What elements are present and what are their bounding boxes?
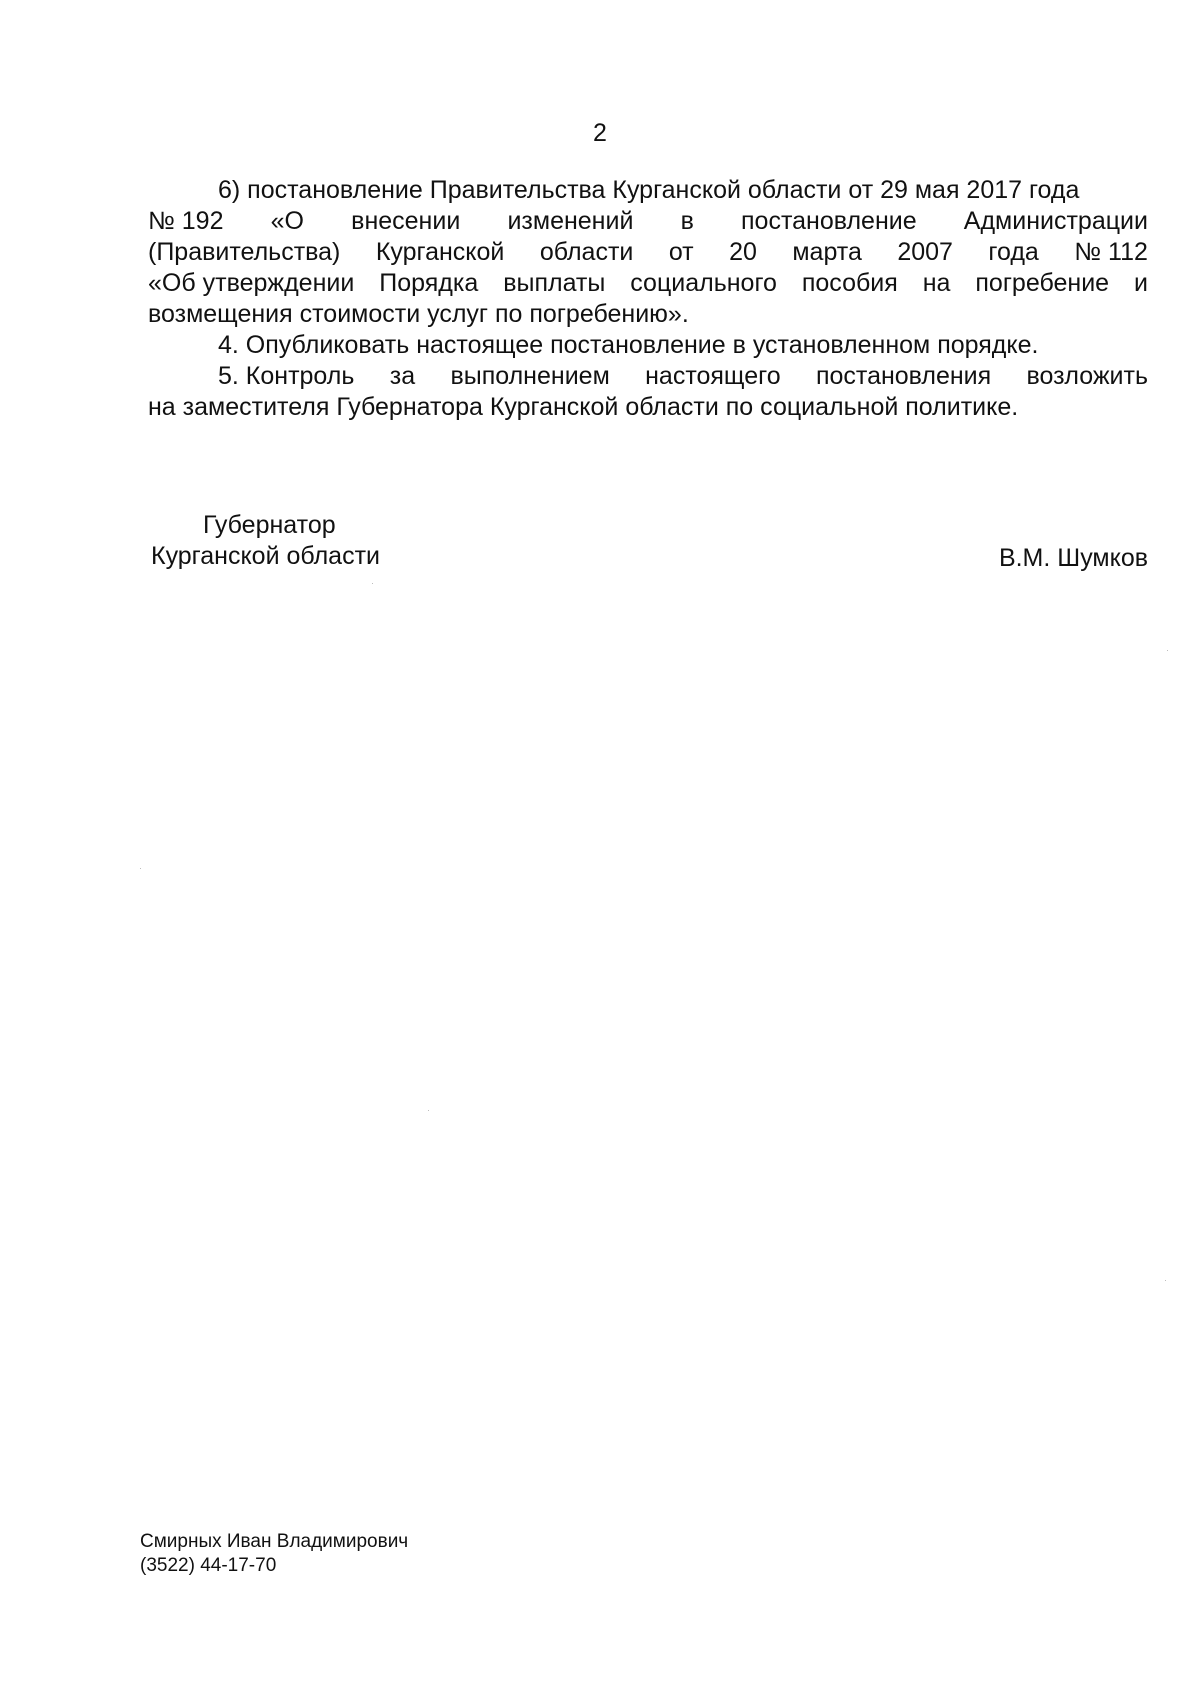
scan-speck bbox=[372, 583, 373, 584]
word: социального bbox=[630, 269, 777, 297]
paragraph-6 bbox=[148, 175, 1148, 330]
word: выполнением bbox=[450, 362, 610, 390]
scan-speck bbox=[1167, 650, 1168, 651]
word: на bbox=[922, 269, 951, 297]
executor-info bbox=[140, 1530, 408, 1578]
word: Курганской bbox=[375, 238, 505, 266]
word: «О bbox=[270, 207, 304, 235]
word: 2007 bbox=[897, 238, 953, 266]
word: внесении bbox=[351, 207, 461, 235]
word: настоящего bbox=[645, 362, 781, 390]
word: изменений bbox=[507, 207, 634, 235]
scan-speck bbox=[428, 1110, 429, 1111]
word: постановления bbox=[815, 362, 992, 390]
paragraph-6-line-2 bbox=[148, 206, 1148, 237]
word: постановление bbox=[741, 207, 917, 235]
item-5-line-2: на заместителя Губернатора Курганской области по социальной политике. bbox=[148, 393, 1019, 421]
signatory-name: В.М. Шумков bbox=[998, 544, 1148, 572]
word: марта bbox=[792, 238, 862, 266]
page-number: 2 bbox=[593, 119, 607, 147]
word: 5. Контроль bbox=[218, 362, 355, 390]
word: года bbox=[988, 238, 1039, 266]
word: пособия bbox=[801, 269, 898, 297]
scan-speck bbox=[1165, 1280, 1166, 1281]
document-body bbox=[148, 175, 1148, 423]
item-5-line-1 bbox=[148, 361, 1148, 392]
word: погребение bbox=[975, 269, 1110, 297]
paragraph-6-line-1: 6) постановление Правительства Курганской области от 29 мая 2017 года bbox=[218, 176, 1080, 204]
word: (Правительства) bbox=[148, 238, 341, 266]
word: области bbox=[539, 238, 634, 266]
item-4: 4. Опубликовать настоящее постановление в установленном порядке. bbox=[218, 331, 1039, 359]
word: «Об утверждении bbox=[148, 269, 355, 297]
paragraph-6-line-3 bbox=[148, 237, 1148, 268]
word: за bbox=[389, 362, 416, 390]
word: от bbox=[668, 238, 694, 266]
signatory-title-line-1: Губернатор bbox=[203, 511, 336, 539]
word: возложить bbox=[1026, 362, 1148, 390]
word: выплаты bbox=[503, 269, 606, 297]
scan-speck bbox=[140, 868, 141, 869]
word: Порядка bbox=[379, 269, 479, 297]
word: № 112 bbox=[1074, 238, 1148, 266]
word: в bbox=[680, 207, 694, 235]
executor-name: Смирных Иван Владимирович bbox=[140, 1531, 409, 1552]
word: и bbox=[1134, 269, 1148, 297]
word: № 192 bbox=[148, 207, 224, 235]
word: Администрации bbox=[963, 207, 1148, 235]
paragraph-6-line-4 bbox=[148, 268, 1148, 299]
executor-phone: (3522) 44-17-70 bbox=[140, 1555, 277, 1576]
item-5 bbox=[148, 361, 1148, 423]
paragraph-6-line-5: возмещения стоимости услуг по погребению». bbox=[148, 300, 689, 328]
signatory-title-line-2: Курганской области bbox=[151, 542, 381, 570]
word: 20 bbox=[729, 238, 757, 266]
